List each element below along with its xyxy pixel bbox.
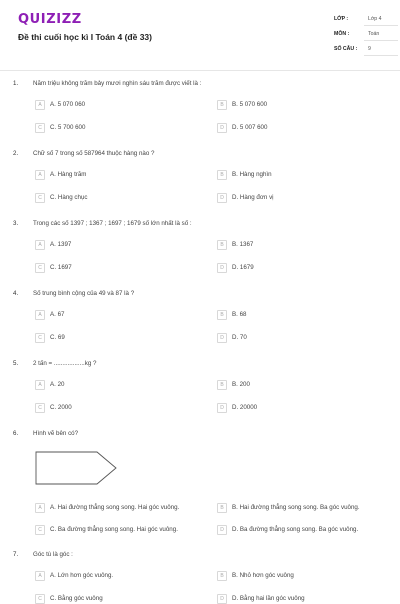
option-text: B. 5 070 600 xyxy=(232,101,268,108)
option-text: C. Ba đường thẳng song song. Hai góc vuông. xyxy=(50,526,178,533)
meta-count-key: SỐ CÂU : xyxy=(334,46,358,52)
option-letter: D xyxy=(217,594,227,604)
option-letter: B xyxy=(217,170,227,180)
question-text: Năm triệu không trăm bảy mươi nghìn sáu trăm được viết là : xyxy=(33,80,202,87)
option-text: A. 20 xyxy=(50,381,65,388)
question-text: Số trung bình cộng của 49 và 87 là ? xyxy=(33,290,135,297)
option-text: C. 69 xyxy=(50,334,65,341)
option-text: B. Hàng nghìn xyxy=(232,171,272,178)
option-text: A. 67 xyxy=(50,311,65,318)
header-divider xyxy=(0,70,400,71)
meta-subject-value: Toán xyxy=(368,31,380,37)
option-letter: C xyxy=(35,123,45,133)
option-letter: B xyxy=(217,380,227,390)
question-text: Chữ số 7 trong số 587964 thuộc hàng nào ? xyxy=(33,150,155,157)
option-letter: D xyxy=(217,333,227,343)
meta-divider xyxy=(364,55,398,56)
question-number: 7. xyxy=(13,551,19,558)
option-text: D. 1679 xyxy=(232,264,254,271)
option-text: C. Bằng góc vuông xyxy=(50,595,103,602)
question-text: Hình vẽ bên có? xyxy=(33,430,79,437)
option-letter: D xyxy=(217,263,227,273)
option-letter: B xyxy=(217,503,227,513)
question-number: 1. xyxy=(13,80,19,87)
option-text: D. 20000 xyxy=(232,404,258,411)
option-letter: A xyxy=(35,170,45,180)
option-letter: D xyxy=(217,403,227,413)
question-number: 5. xyxy=(13,360,19,367)
option-text: C. 2000 xyxy=(50,404,72,411)
option-text: C. 5 700 600 xyxy=(50,124,86,131)
question-number: 4. xyxy=(13,290,19,297)
meta-count-value: 9 xyxy=(368,46,371,52)
option-letter: C xyxy=(35,594,45,604)
option-text: A. 5 070 060 xyxy=(50,101,86,108)
meta-divider xyxy=(364,25,398,26)
option-letter: A xyxy=(35,571,45,581)
meta-divider xyxy=(364,40,398,41)
option-letter: B xyxy=(217,240,227,250)
quizizz-logo: QUIZIZZ xyxy=(18,12,82,27)
question-number: 3. xyxy=(13,220,19,227)
question-text: Trong các số 1397 ; 1367 ; 1697 ; 1679 số lớn nhất là số : xyxy=(33,220,192,227)
option-letter: B xyxy=(217,571,227,581)
option-text: D. Hàng đơn vị xyxy=(232,194,274,201)
option-letter: D xyxy=(217,123,227,133)
option-text: A. Hàng trăm xyxy=(50,171,87,178)
option-text: A. Lớn hơn góc vuông. xyxy=(50,572,114,579)
meta-class-value: Lớp 4 xyxy=(368,16,382,22)
option-letter: A xyxy=(35,240,45,250)
page-title: Đề thi cuối học kì I Toán 4 (đề 33) xyxy=(18,32,152,42)
option-letter: C xyxy=(35,193,45,203)
option-text: C. 1697 xyxy=(50,264,72,271)
option-text: D. Bằng hai lần góc vuông xyxy=(232,595,305,602)
meta-subject-key: MÔN : xyxy=(334,31,350,37)
question-text: 2 tấn = ..................kg ? xyxy=(33,360,97,367)
option-text: B. Nhỏ hơn góc vuông xyxy=(232,572,294,579)
pentagon-figure xyxy=(35,451,117,485)
option-letter: A xyxy=(35,310,45,320)
option-text: B. 68 xyxy=(232,311,247,318)
option-letter: B xyxy=(217,310,227,320)
option-text: B. Hai đường thẳng song song. Ba góc vuông. xyxy=(232,504,360,511)
option-text: D. Ba đường thẳng song song. Ba góc vuông. xyxy=(232,526,359,533)
option-text: A. Hai đường thẳng song song. Hai góc vuông. xyxy=(50,504,180,511)
option-letter: C xyxy=(35,403,45,413)
meta-class-key: LỚP : xyxy=(334,16,349,22)
option-letter: C xyxy=(35,333,45,343)
question-number: 6. xyxy=(13,430,19,437)
header xyxy=(0,0,400,70)
option-text: B. 1367 xyxy=(232,241,254,248)
question-text: Góc tù là góc : xyxy=(33,551,73,558)
option-letter: A xyxy=(35,503,45,513)
option-text: A. 1397 xyxy=(50,241,72,248)
option-letter: D xyxy=(217,525,227,535)
option-text: D. 70 xyxy=(232,334,247,341)
option-letter: D xyxy=(217,193,227,203)
option-text: B. 200 xyxy=(232,381,250,388)
option-text: C. Hàng chục xyxy=(50,194,88,201)
option-letter: A xyxy=(35,380,45,390)
option-letter: A xyxy=(35,100,45,110)
option-text: D. 5 007 600 xyxy=(232,124,268,131)
option-letter: C xyxy=(35,525,45,535)
option-letter: B xyxy=(217,100,227,110)
option-letter: C xyxy=(35,263,45,273)
question-number: 2. xyxy=(13,150,19,157)
